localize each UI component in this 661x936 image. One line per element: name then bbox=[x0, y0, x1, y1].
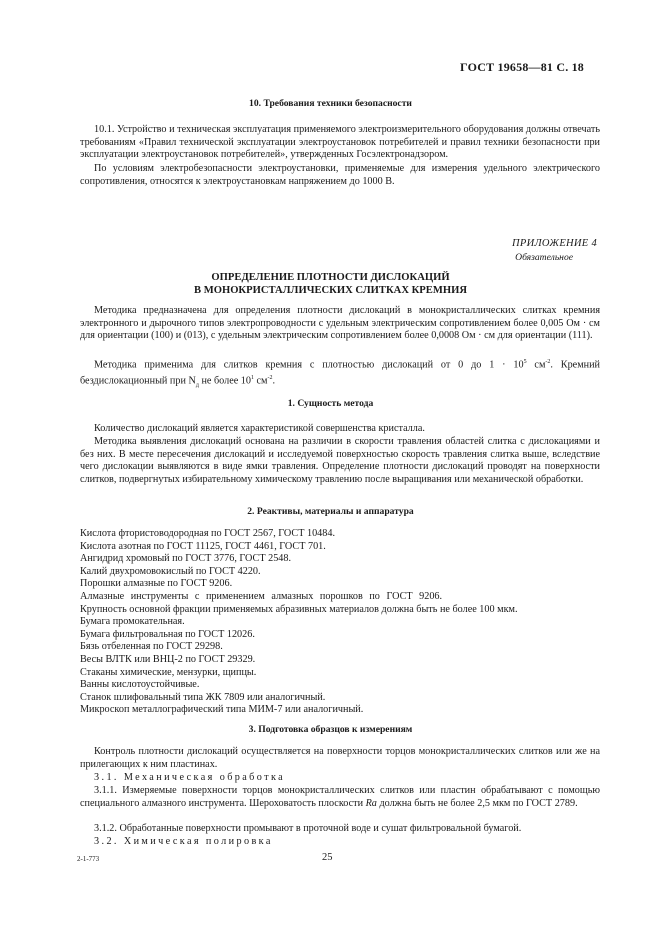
s311-text-a: 3.1.1. Измеряемые поверхности торцов монокристаллических слитков или пластин обрабатывают с помощью специального алмазного инструмента. Шероховатость плоскости bbox=[80, 785, 600, 809]
intro2-text-b: см bbox=[526, 359, 546, 371]
section-3-paragraph-1: Контроль плотности дислокаций осуществляется на поверхности торцов монокристаллических слитков или же на прилегающих к ним пластинах. bbox=[80, 746, 600, 770]
list-item: Бумага промокательная. bbox=[80, 616, 185, 628]
list-item: Весы ВЛТК или ВНЦ-2 по ГОСТ 29329. bbox=[80, 653, 256, 665]
document-header: ГОСТ 19658—81 С. 18 bbox=[460, 60, 584, 74]
section-1-paragraph-1: Количество дислокаций является характеристикой совершенства кристалла. bbox=[94, 423, 425, 434]
subsection-3-2: 3.2. Химическая полировка bbox=[94, 836, 273, 847]
intro2-sub: д bbox=[195, 382, 199, 389]
section-10-paragraph-2: По условиям электробезопасности электроустановки, применяемые для измерения удельного электрического сопротивления, относятся к электроустановкам напряжением до 1000 В. bbox=[80, 163, 600, 187]
list-item: Бумага фильтровальная по ГОСТ 12026. bbox=[80, 628, 255, 640]
list-item: Бязь отбеленная по ГОСТ 29298. bbox=[80, 641, 223, 653]
intro2-sup-4: -2 bbox=[267, 374, 273, 381]
appendix-status: Обязательное bbox=[515, 252, 573, 263]
appendix-label: ПРИЛОЖЕНИЕ 4 bbox=[512, 238, 597, 249]
list-item: Кислота азотная по ГОСТ 11125, ГОСТ 4461, ГОСТ 701. bbox=[80, 540, 326, 552]
list-item: Станок шлифовальный типа ЖК 7809 или аналогичный. bbox=[80, 691, 326, 703]
intro2-sup-2: -2 bbox=[545, 359, 551, 365]
materials-list bbox=[80, 528, 600, 717]
intro2-text-d: не более 10 bbox=[198, 375, 251, 387]
section-2-heading: 2. Реактивы, материалы и аппаратура bbox=[247, 506, 414, 517]
page-number: 25 bbox=[322, 852, 333, 863]
section-10-paragraph-1: 10.1. Устройство и техническая эксплуатация применяемого электроизмерительного оборудования должны отвечать требованиям «Правил технической эксплуатации электроустановок потребителей и правил техники безопасности при эксплуатации электроустановок потребителей», утвержденных Госэлектронадзором. bbox=[80, 124, 600, 161]
appendix-title bbox=[0, 271, 661, 297]
section-3-heading: 3. Подготовка образцов к измерениям bbox=[248, 724, 413, 735]
appendix-title-line-2: В МОНОКРИСТАЛЛИЧЕСКИХ СЛИТКАХ КРЕМНИЯ bbox=[194, 285, 467, 296]
appendix-title-line-1: ОПРЕДЕЛЕНИЕ ПЛОТНОСТИ ДИСЛОКАЦИЙ bbox=[211, 272, 450, 283]
list-item: Стаканы химические, мензурки, щипцы. bbox=[80, 666, 257, 678]
list-item: Алмазные инструменты с применением алмазных порошков по ГОСТ 9206. bbox=[80, 590, 443, 602]
s311-text-b: должна быть не более 2,5 мкм по ГОСТ 2789. bbox=[376, 797, 578, 809]
list-item: Крупность основной фракции применяемых абразивных материалов должна быть не более 100 мкм. bbox=[80, 603, 518, 615]
list-item: Порошки алмазные по ГОСТ 9206. bbox=[80, 578, 233, 590]
subsection-3-1-1 bbox=[80, 785, 600, 810]
subsection-3-1-2: 3.1.2. Обработанные поверхности промывают в проточной воде и сушат фильтровальной бумагой. bbox=[94, 823, 522, 834]
intro2-sup-3: 1 bbox=[250, 374, 254, 381]
footer-code: 2-1-773 bbox=[77, 855, 100, 863]
intro2-sup-1: 5 bbox=[523, 359, 527, 365]
list-item: Ванны кислотоустойчивые. bbox=[80, 679, 200, 691]
list-item: Калий двухромовокислый по ГОСТ 4220. bbox=[80, 565, 261, 577]
s311-ra: Ra bbox=[365, 797, 377, 809]
list-item: Ангидрид хромовый по ГОСТ 3776, ГОСТ 2548. bbox=[80, 553, 292, 565]
section-10-heading: 10. Требования техники безопасности bbox=[249, 98, 412, 109]
appendix-intro-paragraph-2 bbox=[80, 356, 600, 392]
intro2-text-f: . bbox=[272, 375, 276, 387]
list-item: Кислота фтористоводородная по ГОСТ 2567, ГОСТ 10484. bbox=[80, 528, 335, 539]
appendix-intro-paragraph-1: Методика предназначена для определения плотности дислокаций в монокристаллических слитках кремния электронного и дырочного типов электропроводности с удельным электрическим сопротивлением более 0,005 Ом · см для ориентации (100) и (013), с удельным электрическим сопротивлением более 0,0008 Ом · см для ориентации (111). bbox=[80, 305, 600, 342]
section-1-heading: 1. Сущность метода bbox=[287, 398, 374, 409]
list-item: Микроскоп металлографический типа МИМ-7 или аналогичный. bbox=[80, 704, 364, 716]
intro2-text-a: Методика применима для слитков кремния с плотностью дислокаций от 0 до 1 · 10 bbox=[94, 359, 524, 371]
intro2-text-c: . Кремний бездислокационный при N bbox=[80, 359, 600, 387]
section-1-paragraph-2: Методика выявления дислокаций основана на различии в скорости травления областей слитка с дислокациями и без них. В месте пересечения дислокаций и исследуемой поверхностью скорость травления слитка выше, вследствие чего дислокации выявляются в виде ямки травления. Определение плотности дислокаций проводят на поверхности слитков, подвергнутых избирательному химическому травлению после выращивания или механической обработки. bbox=[80, 436, 600, 485]
subsection-3-1: 3.1. Механическая обработка bbox=[94, 772, 286, 783]
intro2-text-e: см bbox=[253, 375, 268, 387]
